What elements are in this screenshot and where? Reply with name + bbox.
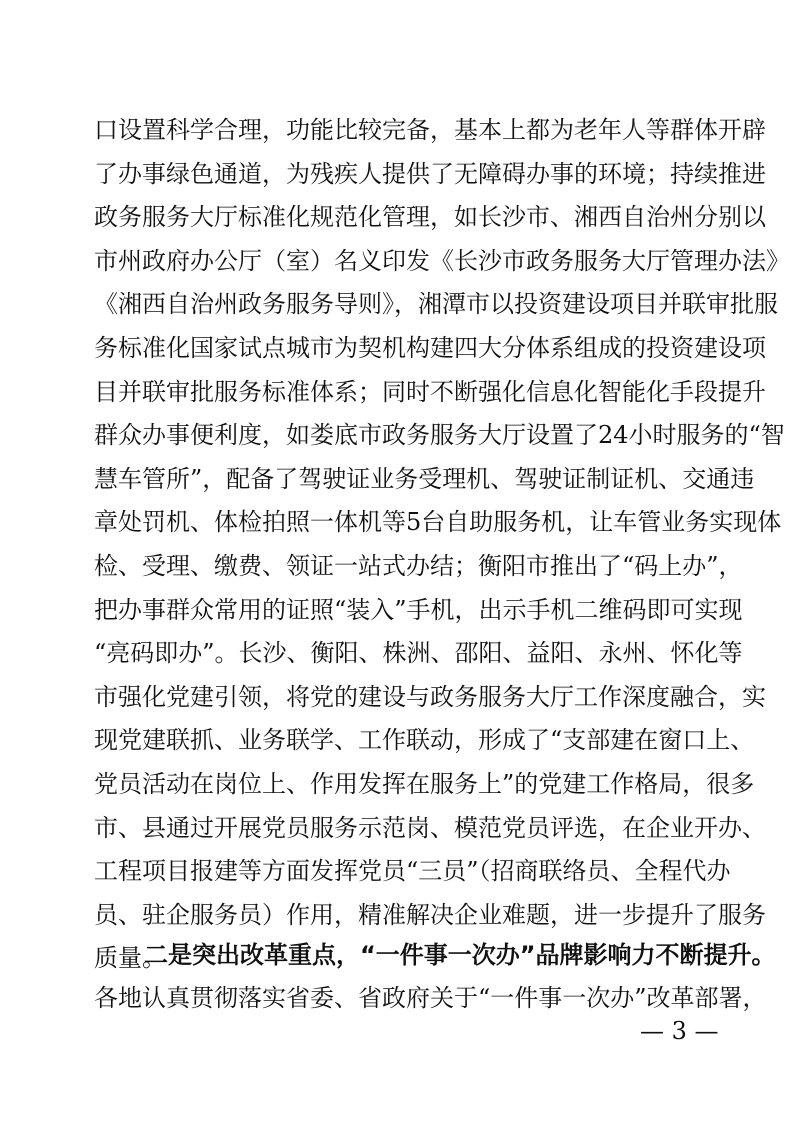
paragraph-line: 党员活动在岗位上、作用发挥在服务上”的党建工作格局，很多 [94, 770, 755, 798]
paragraph-line: 群众办事便利度，如娄底市政务服务大厅设置了24小时服务的“智 [94, 421, 785, 450]
paragraph-line: 目并联审批服务标准体系；同时不断强化信息化智能化手段提升 [94, 377, 766, 406]
paragraph-line: 慧车管所”，配备了驾驶证业务受理机、驾驶证制证机、交通违 [94, 464, 755, 493]
paragraph-line: 检、受理、缴费、领证一站式办结；衡阳市推出了“码上办”， [94, 552, 743, 580]
paragraph-line: 口设置科学合理，功能比较完备，基本上都为老年人等群体开辟 [94, 116, 766, 144]
paragraph-line: 《湘西自治州政务服务导则》，湘潭市以投资建设项目并联审批服 [94, 290, 778, 319]
paragraph-line: 工程项目报建等方面发挥党员“三员”（招商联络员、全程代办 [94, 857, 731, 886]
paragraph-line: 员、驻企服务员）作用，精准解决企业难题，进一步提升了服务 [94, 900, 766, 929]
paragraph-line: 各地认真贯彻落实省委、省政府关于“一件事一次办”改革部署， [94, 984, 767, 1012]
paragraph-line: 质量。 [94, 944, 166, 973]
paragraph-line: 市、县通过开展党员服务示范岗、模范党员评选，在企业开办、 [94, 813, 766, 842]
paragraph-line: 把办事群众常用的证照“装入”手机，出示手机二维码即可实现 [94, 595, 743, 624]
paragraph-line: 了办事绿色通道，为残疾人提供了无障碍办事的环境；持续推进 [94, 159, 766, 188]
paragraph-line: 章处罚机、体检拍照一体机等5台自助服务机，让车管业务实现体 [94, 508, 782, 537]
page-number: — 3 — [640, 1017, 719, 1045]
paragraph-line: 务标准化国家试点城市为契机构建四大分体系组成的投资建设项 [94, 334, 766, 362]
paragraph-line: “亮码即办”。长沙、衡阳、株洲、邵阳、益阳、永州、怀化等 [94, 639, 743, 668]
paragraph-line: 政务服务大厅标准化规范化管理，如长沙市、湘西自治州分别以 [94, 203, 766, 232]
paragraph-line: 现党建联抓、业务联学、工作联动，形成了“支部建在窗口上、 [94, 726, 755, 755]
paragraph-line: 市州政府办公厅（室）名义印发《长沙市政务服务大厅管理办法》 [94, 246, 790, 275]
paragraph-line: 市强化党建引领，将党的建设与政务服务大厅工作深度融合，实 [94, 682, 766, 711]
section-heading: 二是突出改革重点，“一件事一次办”品牌影响力不断提升。 [144, 941, 776, 969]
